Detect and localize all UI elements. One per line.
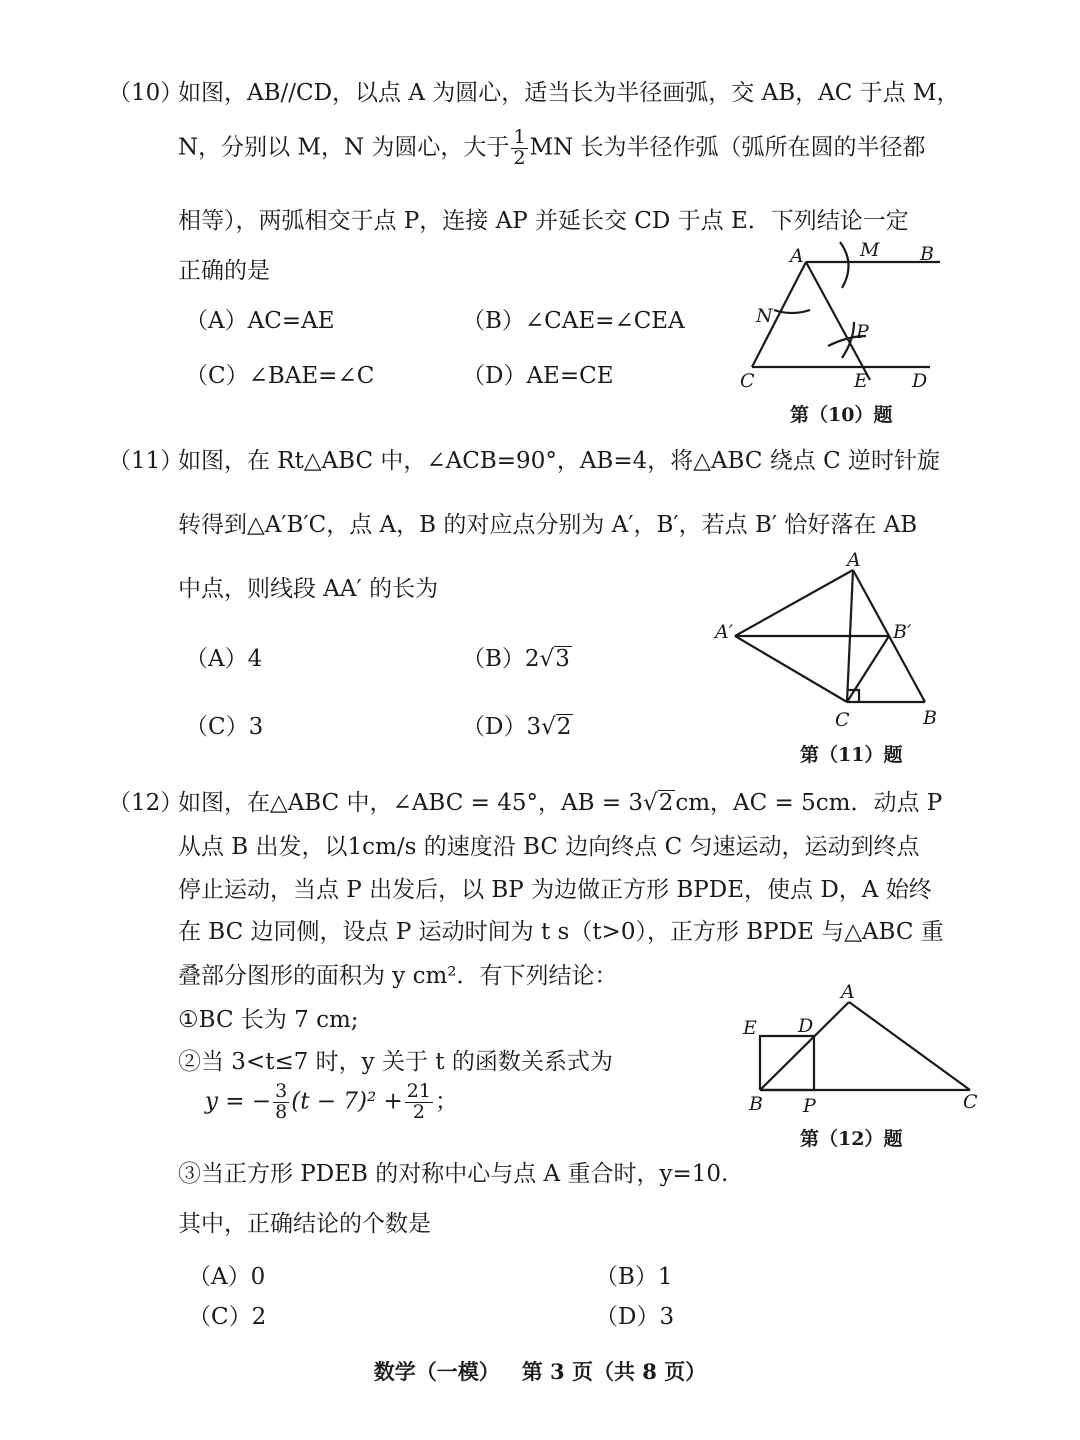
q10-arc-m bbox=[840, 242, 849, 288]
q12-label-c: C bbox=[963, 1091, 978, 1113]
q12-frac1-denominator: 8 bbox=[275, 1100, 288, 1123]
q11-label-a-prime: A′ bbox=[715, 621, 734, 643]
page-footer: 数学（一模） 第 3 页（共 8 页） bbox=[373, 1359, 707, 1384]
q10-line-2 bbox=[178, 128, 926, 169]
q12-formula-frac-2 bbox=[405, 1082, 433, 1123]
q11-line-3: 中点，则线段 AA′ 的长为 bbox=[178, 576, 439, 602]
q11-segment-a2c bbox=[735, 636, 847, 702]
q12-label-b: B bbox=[749, 1093, 763, 1115]
q12-option-d[interactable]: （D）3 bbox=[595, 1304, 675, 1330]
q11-option-b-prefix: （B）2 bbox=[462, 646, 540, 672]
q11-label-b-prime: B′ bbox=[893, 621, 912, 643]
q12-formula-end: ； bbox=[434, 1088, 458, 1115]
q12-label-d: D bbox=[798, 1015, 814, 1037]
q11-label-a: A bbox=[847, 549, 861, 571]
q11-label-c: C bbox=[835, 709, 850, 731]
q11-label-b: B bbox=[923, 707, 937, 729]
q12-option-b[interactable]: （B）1 bbox=[595, 1264, 673, 1290]
q12-frac2-numerator: 21 bbox=[406, 1080, 431, 1102]
q10-label-m: M bbox=[860, 239, 880, 261]
q12-line-3: 停止运动，当点 P 出发后，以 BP 为边做正方形 BPDE，使点 D，A 始终 bbox=[178, 877, 932, 903]
q12-frac2-denominator: 2 bbox=[412, 1100, 425, 1123]
q10-option-a[interactable]: （A）AC=AE bbox=[185, 308, 335, 334]
q10-figure bbox=[730, 230, 970, 400]
q12-segment-ac bbox=[849, 1002, 970, 1090]
q10-fraction bbox=[511, 128, 527, 169]
q12-formula-mid: (t − 7)² + bbox=[291, 1088, 403, 1115]
q11-option-a[interactable]: （A）4 bbox=[185, 646, 263, 672]
q12-figure bbox=[735, 978, 995, 1118]
q10-line-1: 如图，AB//CD，以点 A 为圆心，适当长为半径画弧，交 AB，AC 于点 M， bbox=[178, 80, 960, 106]
q12-line-1 bbox=[178, 784, 942, 817]
q11-caption: 第（11）题 bbox=[800, 744, 903, 766]
q12-question: 其中，正确结论的个数是 bbox=[178, 1211, 431, 1237]
q10-option-c[interactable]: （C）∠BAE=∠C bbox=[185, 363, 375, 389]
q12-line-1a: 如图，在△ABC 中，∠ABC = 45°，AB = 3 bbox=[178, 790, 644, 816]
q10-line-4: 正确的是 bbox=[178, 258, 270, 284]
q11-option-c[interactable]: （C）3 bbox=[185, 714, 264, 740]
q12-formula-y: y = − bbox=[205, 1088, 272, 1115]
q12-conclusion-2: ②当 3<t≤7 时，y 关于 t 的函数关系式为 bbox=[178, 1049, 613, 1075]
q10-line-2b: MN 长为半径作弧（弧所在圆的半径都 bbox=[529, 134, 926, 161]
q12-option-c[interactable]: （C）2 bbox=[188, 1304, 267, 1330]
q12-conclusion-1: ①BC 长为 7 cm; bbox=[178, 1007, 359, 1033]
q11-segment-aa2 bbox=[735, 570, 853, 636]
q10-label-a: A bbox=[790, 245, 804, 267]
q11-option-b-root-sign: √ bbox=[539, 646, 555, 672]
q10-label-d: D bbox=[912, 370, 928, 392]
q12-formula-frac-1 bbox=[273, 1082, 289, 1123]
q11-option-b-radicand: 3 bbox=[555, 646, 570, 672]
q11-figure bbox=[705, 548, 955, 738]
q10-line-3: 相等），两弧相交于点 P，连接 AP 并延长交 CD 于点 E．下列结论一定 bbox=[178, 208, 909, 234]
q10-label-p: P bbox=[856, 321, 869, 343]
q12-radicand: 2 bbox=[658, 790, 674, 816]
q10-label-b: B bbox=[920, 243, 934, 265]
q10-label-n: N bbox=[756, 305, 773, 327]
q10-option-b[interactable]: （B）∠CAE=∠CEA bbox=[462, 308, 685, 334]
q10-number: （10） bbox=[108, 80, 184, 106]
q10-label-c: C bbox=[740, 370, 755, 392]
q11-option-d[interactable] bbox=[462, 708, 573, 741]
q12-line-1b: cm，AC = 5cm．动点 P bbox=[675, 790, 943, 816]
q11-option-d-prefix: （D）3 bbox=[462, 714, 542, 740]
q12-caption: 第（12）题 bbox=[800, 1128, 903, 1150]
q11-number: （11） bbox=[108, 448, 184, 474]
q12-frac1-numerator: 3 bbox=[275, 1080, 288, 1102]
q10-frac-denominator: 2 bbox=[513, 146, 526, 169]
q10-line-2a: N，分别以 M，N 为圆心，大于 bbox=[178, 134, 510, 161]
q12-number: （12） bbox=[108, 790, 184, 816]
q12-label-p: P bbox=[803, 1095, 816, 1117]
q12-label-a: A bbox=[841, 981, 855, 1003]
q12-line-2: 从点 B 出发，以1cm/s 的速度沿 BC 边向终点 C 匀速运动，运动到终点 bbox=[178, 834, 920, 860]
q10-caption: 第（10）题 bbox=[790, 404, 893, 426]
q11-option-b[interactable] bbox=[462, 640, 572, 673]
q10-option-d[interactable]: （D）AE=CE bbox=[462, 363, 614, 389]
q11-segment-b2c bbox=[847, 636, 889, 702]
q12-line-5: 叠部分图形的面积为 y cm²．有下列结论： bbox=[178, 963, 618, 989]
q12-root-sign: √ bbox=[643, 790, 658, 816]
q10-arc-n bbox=[774, 310, 810, 313]
q12-option-a[interactable]: （A）0 bbox=[188, 1264, 266, 1290]
q11-line-1: 如图，在 Rt△ABC 中，∠ACB=90°，AB=4，将△ABC 绕点 C 逆时针旋 bbox=[178, 448, 940, 474]
q11-option-d-radicand: 2 bbox=[556, 714, 572, 740]
q12-conclusion-3: ③当正方形 PDEB 的对称中心与点 A 重合时，y=10. bbox=[178, 1161, 729, 1187]
q11-option-d-root-sign: √ bbox=[541, 714, 556, 740]
q12-line-4: 在 BC 边同侧，设点 P 运动时间为 t s（t>0），正方形 BPDE 与△ABC 重 bbox=[178, 919, 944, 945]
q10-label-e: E bbox=[854, 370, 868, 392]
q12-formula bbox=[205, 1082, 458, 1123]
q12-label-e: E bbox=[743, 1017, 757, 1039]
q10-frac-numerator: 1 bbox=[513, 126, 526, 148]
q11-line-2: 转得到△A′B′C，点 A，B 的对应点分别为 A′，B′，若点 B′ 恰好落在 AB bbox=[178, 512, 918, 538]
